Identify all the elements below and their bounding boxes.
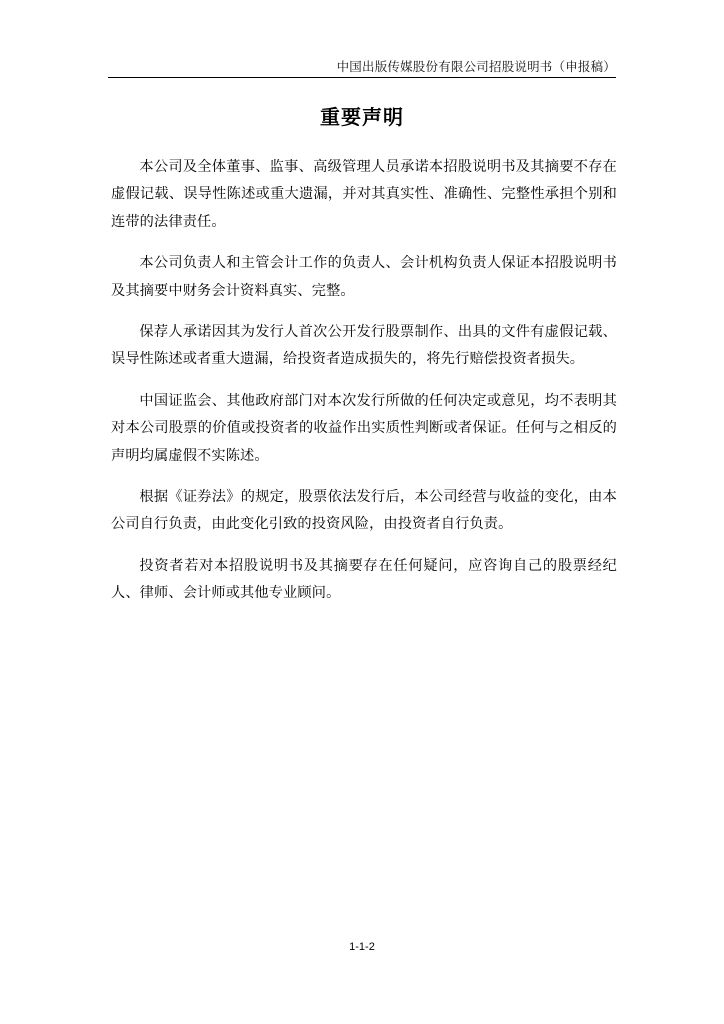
page-number: 1-1-2 bbox=[349, 941, 375, 953]
paragraph-3: 保荐人承诺因其为发行人首次公开发行股票制作、出具的文件有虚假记载、误导性陈述或者重大遗漏，给投资者造成损失的，将先行赔偿投资者损失。 bbox=[111, 324, 617, 368]
paragraph-1: 本公司及全体董事、监事、高级管理人员承诺本招股说明书及其摘要不存在虚假记载、误导性陈述或重大遗漏，并对其真实性、准确性、完整性承担个别和连带的法律责任。 bbox=[111, 159, 617, 230]
paragraph-4: 中国证监会、其他政府部门对本次发行所做的任何决定或意见，均不表明其对本公司股票的价值或投资者的收益作出实质性判断或者保证。任何与之相反的声明均属虚假不实陈述。 bbox=[111, 392, 617, 464]
paragraph-5: 根据《证券法》的规定，股票依法发行后，本公司经营与收益的变化，由本公司自行负责，由此变化引致的投资风险，由投资者自行负责。 bbox=[111, 489, 617, 533]
page-title: 重要声明 bbox=[320, 105, 404, 129]
header-divider bbox=[108, 77, 616, 78]
declaration-body bbox=[111, 154, 617, 622]
paragraph-2: 本公司负责人和主管会计工作的负责人、会计机构负责人保证本招股说明书及其摘要中财务会计资料真实、完整。 bbox=[111, 255, 617, 299]
running-header: 中国出版传媒股份有限公司招股说明书（申报稿） bbox=[336, 59, 616, 74]
paragraph-6: 投资者若对本招股说明书及其摘要存在任何疑问，应咨询自己的股票经纪人、律师、会计师或其他专业顾问。 bbox=[111, 557, 617, 602]
